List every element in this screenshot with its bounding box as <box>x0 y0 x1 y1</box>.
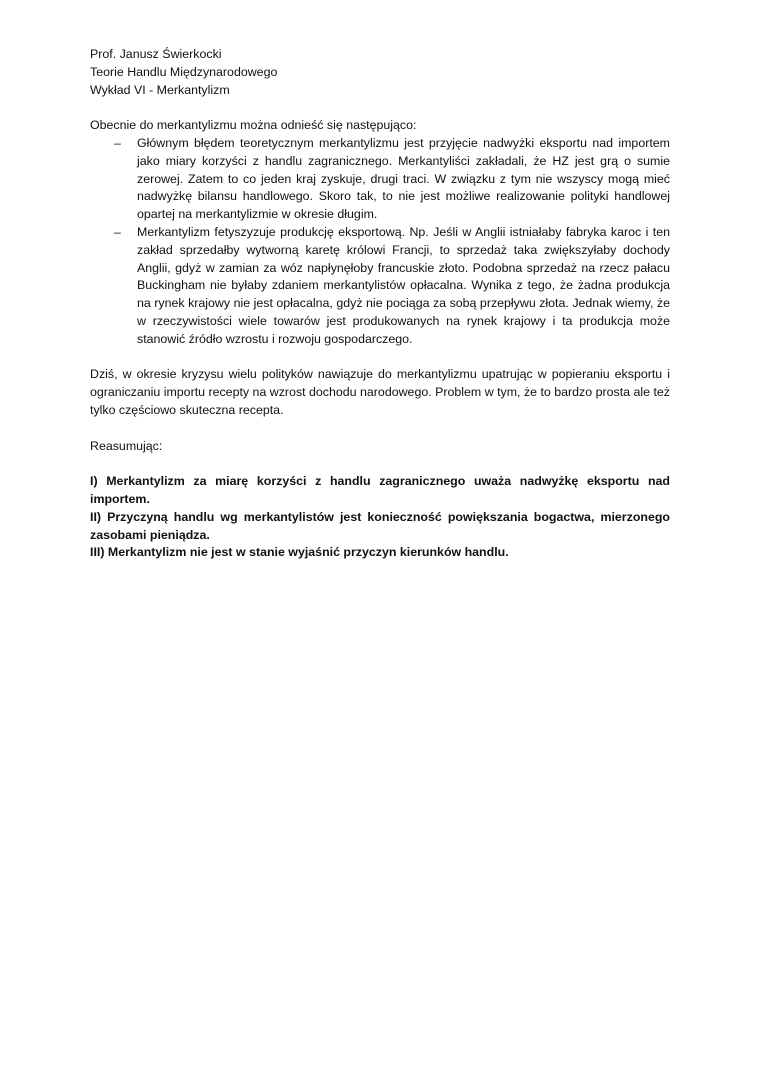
spacer <box>90 455 670 473</box>
document-header <box>90 46 670 99</box>
body-paragraph: Dziś, w okresie kryzysu wielu polityków nawiązuje do merkantylizmu upatrując w popieraniu eksportu i ograniczaniu importu recepty na wzrost dochodu narodowego. Problem w tym, że to bardzo prosta ale też tylko częściowo skuteczna recepta. <box>90 367 670 417</box>
spacer <box>90 349 670 367</box>
intro-paragraph: Obecnie do merkantylizmu można odnieść się następująco: <box>90 118 417 133</box>
list-item-text: Merkantylizm fetyszyzuje produkcję eksportową. Np. Jeśli w Anglii istniałaby fabryka karoc i ten zakład sprzedałby wytworną karetę królowi Francji, to sprzedaż taka zwiększyłaby dochody Anglii, gdyż w zamian za wóz napłynęłoby francuskie złoto. Podobna sprzedaż na rzecz pałacu Buckingham nie byłaby zdaniem merkantylistów opłacalna. Wynika z tego, że żadna produkcja na rynek krajowy nie jest opłacalna, gdyż nie pociąga za sobą przepływu złota. Jednak wiemy, że w rzeczywistości wiele towarów jest produkowanych na rynek krajowy i ta produkcja może stanowić źródło wzrostu i rozwoju gospodarczego. <box>137 224 670 346</box>
list-item-text: Głównym błędem teoretycznym merkantylizmu jest przyjęcie nadwyżki eksportu nad importem jako miary korzyści z handlu zagranicznego. Merkantyliści zakładali, że HZ jest grą o sumie zerowej. Zatem to co jeden kraj zyskuje, drugi traci. W związku z tym nie wszyscy mogą mieć nadwyżkę bilansu handlowego. Skoro tak, to nie jest możliwe realizowanie polityki handlowej opartej na merkantylizmie w okresie długim. <box>137 135 670 222</box>
conclusion-item: I) Merkantylizm za miarę korzyści z handlu zagranicznego uważa nadwyżkę eksportu nad importem. <box>90 474 670 506</box>
course-line: Teorie Handlu Międzynarodowego <box>90 64 278 79</box>
conclusion-item: II) Przyczyną handlu wg merkantylistów jest konieczność powiększania bogactwa, mierzonego zasobami pieniądza. <box>90 509 670 542</box>
document-page <box>90 46 670 562</box>
list-item <box>90 224 670 349</box>
list-item <box>90 135 670 224</box>
dash-list <box>90 135 670 349</box>
spacer <box>90 99 670 117</box>
author-line: Prof. Janusz Świerkocki <box>90 47 222 61</box>
dash-bullet-icon: – <box>114 224 121 239</box>
conclusion-item: III) Merkantylizm nie jest w stanie wyjaśnić przyczyn kierunków handlu. <box>90 545 509 560</box>
summary-label: Reasumując: <box>90 438 163 453</box>
spacer <box>90 420 670 438</box>
conclusions-block <box>90 473 670 562</box>
lecture-line: Wykład VI - Merkantylizm <box>90 82 230 97</box>
dash-bullet-icon: – <box>114 135 121 150</box>
